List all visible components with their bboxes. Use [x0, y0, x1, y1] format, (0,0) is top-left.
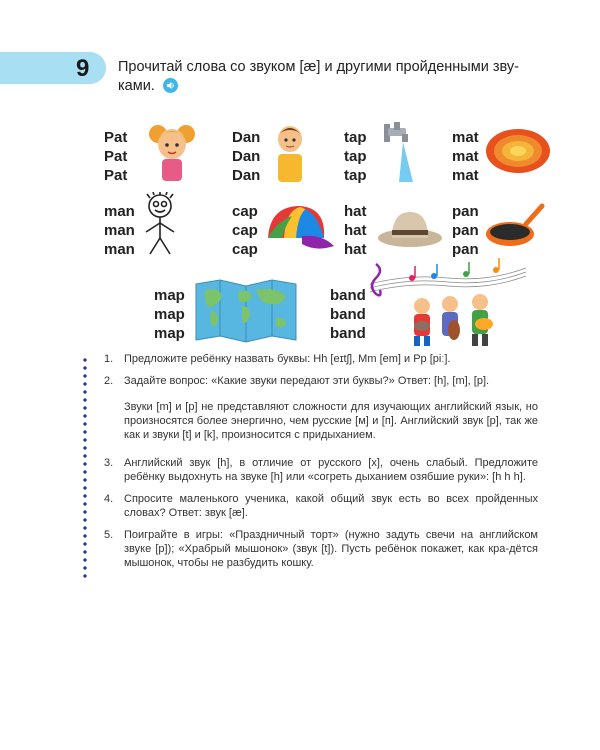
- note-number: 3.: [104, 457, 114, 469]
- word: man: [104, 241, 135, 258]
- cap-icon: [262, 202, 336, 254]
- frying-pan-icon: [484, 200, 546, 252]
- word: Pat: [104, 148, 128, 165]
- note-item: [104, 528, 538, 570]
- word: Dan: [232, 167, 261, 184]
- note-item: [104, 492, 538, 520]
- music-band-icon: [368, 254, 528, 348]
- boy-icon: [272, 122, 308, 184]
- word: man: [104, 222, 135, 239]
- note-text: Спросите маленького ученика, какой общий звук есть во всех пройденных словах? Ответ: звук [æ].: [124, 493, 538, 519]
- exercise-number-band: [0, 52, 106, 84]
- word-group-tap: [344, 128, 367, 185]
- word-group-map: [154, 286, 185, 343]
- teacher-notes: [104, 352, 538, 578]
- note-text: Предложите ребёнку назвать буквы: Hh [eɪtʃ], Mm [em] и Pp [piː].: [124, 353, 451, 365]
- word-group-cap: [232, 202, 258, 259]
- word: mat: [452, 148, 479, 165]
- word: band: [330, 287, 366, 304]
- word: mat: [452, 167, 479, 184]
- word: tap: [344, 148, 367, 165]
- note-text: Задайте вопрос: «Какие звуки передают эти буквы?» Ответ: [h], [m], [p].: [124, 375, 490, 387]
- word-group-band: [330, 286, 366, 343]
- exercise-instruction: [118, 58, 548, 96]
- note-number: 1.: [104, 353, 114, 365]
- world-map-icon: [194, 278, 298, 344]
- word: hat: [344, 203, 367, 220]
- girl-icon: [146, 118, 198, 184]
- word: Pat: [104, 129, 128, 146]
- stick-man-icon: [140, 192, 180, 258]
- word: map: [154, 325, 185, 342]
- word-group-man: [104, 202, 135, 259]
- word: Dan: [232, 129, 261, 146]
- dotted-divider: [82, 356, 88, 582]
- note-text: Английский звук [h], в отличие от русского [х], очень слабый. Предложите ребёнку выдохнуть на звуке [h] или «согреть дыханием озябшие руки»: [h h h].: [124, 457, 538, 483]
- word: man: [104, 203, 135, 220]
- word: pan: [452, 203, 479, 220]
- word: cap: [232, 203, 258, 220]
- note-item: [104, 352, 538, 366]
- exercise-number: 9: [76, 55, 90, 82]
- word-group-pan: [452, 202, 479, 259]
- word: pan: [452, 222, 479, 239]
- word: Dan: [232, 148, 261, 165]
- note-number: 5.: [104, 529, 114, 541]
- word: Pat: [104, 167, 128, 184]
- word: tap: [344, 129, 367, 146]
- note-text: Поиграйте в игры: «Праздничный торт» (нужно задуть свечи на английском звуке [p]); «Храбрый мышонок» (звук [t]). Пусть ребёнок покажет, как кра-дётся мышонок, чтобы не разбудить кошку.: [124, 529, 538, 569]
- instruction-text: Прочитай слова со звуком [æ] и другими пройденными зву- ками.: [118, 59, 519, 94]
- word: hat: [344, 241, 367, 258]
- word: pan: [452, 241, 479, 258]
- word: map: [154, 306, 185, 323]
- word-group-mat: [452, 128, 479, 185]
- word: cap: [232, 222, 258, 239]
- note-item: [104, 456, 538, 484]
- round-mat-icon: [484, 126, 552, 176]
- audio-icon[interactable]: [163, 78, 178, 93]
- water-tap-icon: [380, 120, 420, 186]
- note-item: [104, 374, 538, 388]
- note-number: 2.: [104, 375, 114, 387]
- word-group-dan: [232, 128, 260, 185]
- word-group-hat: [344, 202, 367, 259]
- word: band: [330, 306, 366, 323]
- note-paragraph: Звуки [m] и [p] не представляют сложности для изучающих английский язык, но произносятся более энергично, чем русские [м] и [п]. Английский звук [p], так же как и звуки [t] и [k], произносится с придыханием.: [124, 401, 538, 441]
- word: tap: [344, 167, 367, 184]
- word: mat: [452, 129, 479, 146]
- hat-icon: [376, 206, 444, 250]
- word: hat: [344, 222, 367, 239]
- word: band: [330, 325, 366, 342]
- word-group-pat: [104, 128, 127, 185]
- word: cap: [232, 241, 258, 258]
- word: map: [154, 287, 185, 304]
- note-number: 4.: [104, 493, 114, 505]
